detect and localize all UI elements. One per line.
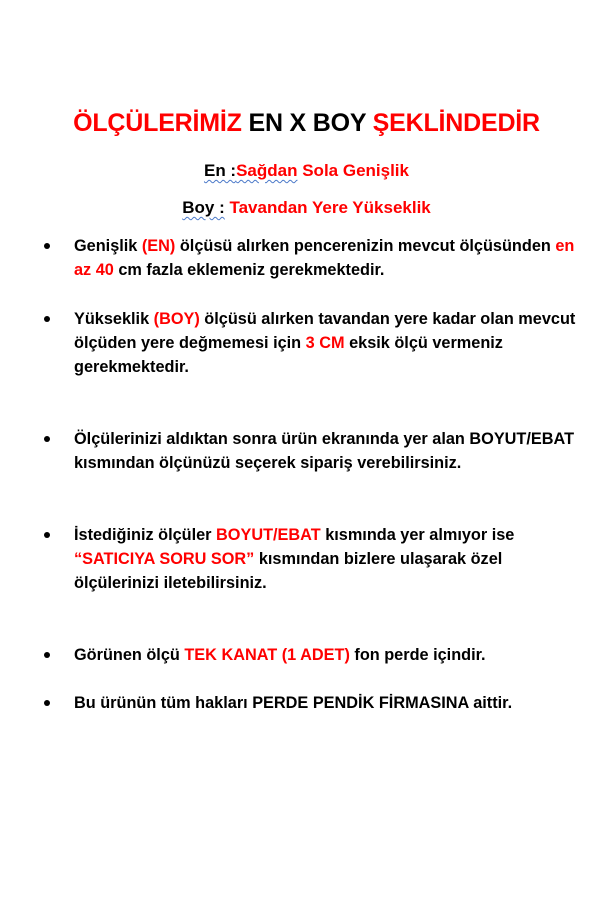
bullet-item [44,307,584,379]
boy-definition [0,197,613,219]
bullet-segment: Yükseklik [74,310,154,328]
bullet-text [74,691,584,715]
bullet-text [74,643,584,667]
bullet-segment: “SATICIYA SORU SOR” [74,550,255,568]
bullet-text [74,307,584,379]
bullet-segment: kısmından bizlere ulaşarak özel ölçülerinizi iletebilirsiniz. [74,550,503,592]
boy-label: Boy : [182,198,225,217]
bullet-segment: TEK KANAT (1 ADET) [184,646,350,664]
bullet-item [44,234,584,282]
en-label: En : [203,161,237,180]
bullet-text [74,523,584,595]
page-title [0,108,613,138]
bullet-text [74,427,584,475]
bullet-text [74,234,584,282]
bullet-segment: Ölçülerinizi aldıktan sonra ürün ekranında yer alan BOYUT/EBAT kısmından ölçünüzü seçerek sipariş verebilirsiniz. [74,430,575,472]
title-part-seklindedir: ŞEKLİNDEDİR [372,109,540,137]
bullet-segment: (EN) [141,237,176,255]
bullet-item [44,427,584,475]
bullet-item [44,523,584,595]
bullet-segment: 3 CM [305,334,345,352]
bullet-segment: kısmında yer almıyor ise [320,526,515,544]
bullet-dot-icon [44,243,50,249]
bullet-segment: (BOY) [153,310,200,328]
bullet-item [44,643,584,667]
bullet-segment: en az 40 [74,237,575,279]
bullet-segment: fon perde içindir. [349,646,486,664]
en-description: Sola Genişlik [297,161,409,180]
bullet-dot-icon [44,532,50,538]
title-part-olculerimiz: ÖLÇÜLERİMİZ [73,109,242,137]
bullet-segment: İstediğiniz ölçüler [74,526,217,544]
bullet-segment: Genişlik [74,237,142,255]
bullet-segment: ölçüsü alırken pencerenizin mevcut ölçüsünden [175,237,556,255]
en-definition [0,160,613,182]
bullet-segment: BOYUT/EBAT [216,526,321,544]
boy-description: Tavandan Yere Yükseklik [224,198,431,217]
bullet-dot-icon [44,316,50,322]
bullet-dot-icon [44,652,50,658]
bullet-segment: Bu ürünün tüm hakları PERDE PENDİK FİRMASINA aittir. [74,694,513,712]
bullet-dot-icon [44,436,50,442]
bullet-segment: ölçüsü alırken tavandan yere kadar olan mevcut ölçüden yere değmemesi için [74,310,576,352]
bullet-dot-icon [44,700,50,706]
bullet-item [44,691,584,715]
title-part-en-x-boy: EN X BOY [241,109,373,137]
bullet-segment: eksik ölçü vermeniz gerekmektedir. [74,334,503,376]
en-word-sagdan: Sağdan [236,161,298,180]
bullet-segment: Görünen ölçü [74,646,185,664]
bullet-segment: cm fazla eklemeniz gerekmektedir. [113,261,385,279]
